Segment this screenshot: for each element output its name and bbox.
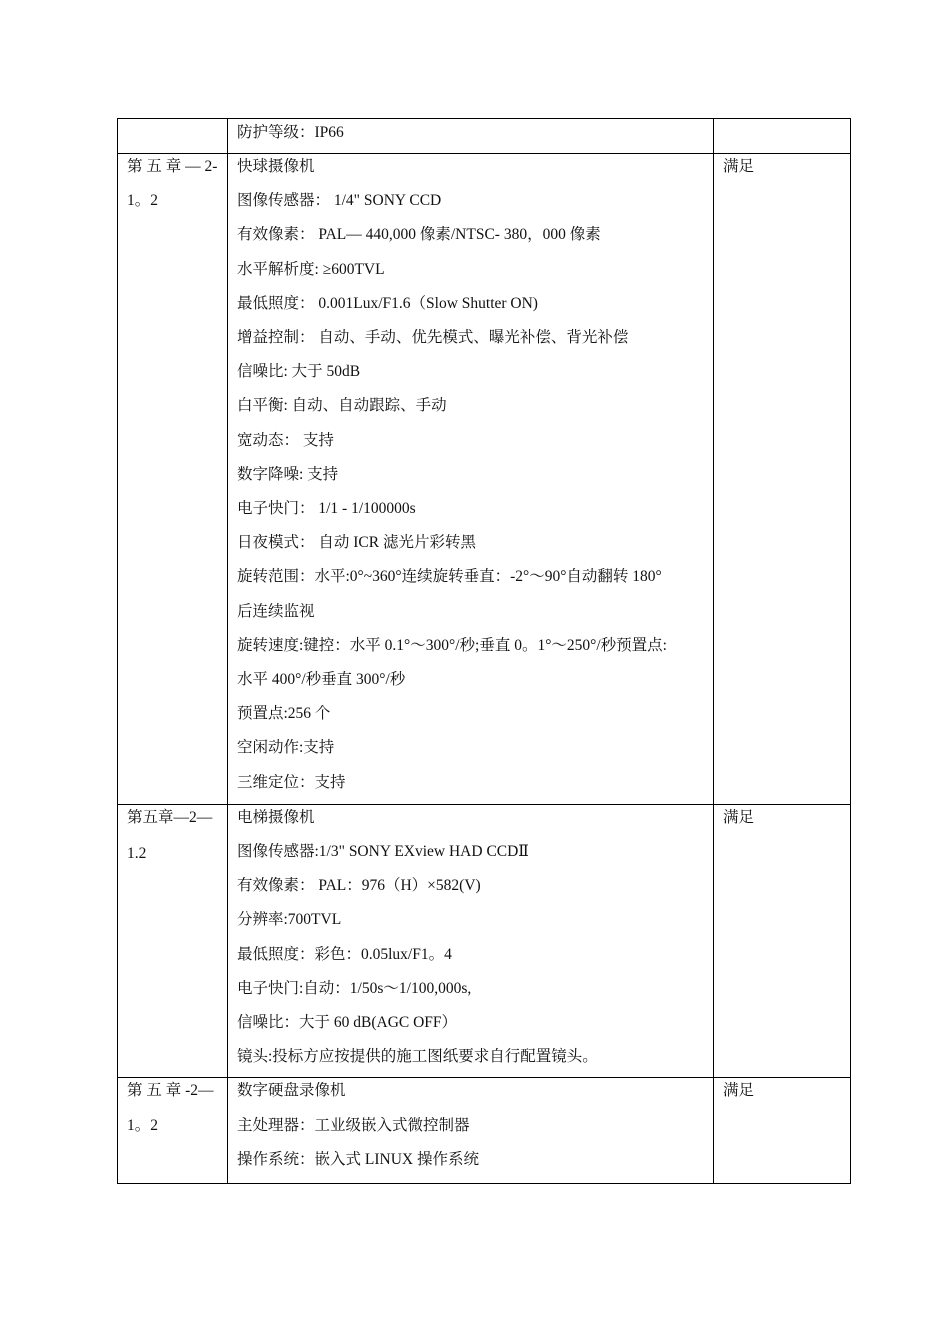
spec-line: 三维定位：支持 xyxy=(237,773,346,791)
spec-line: 主处理器：工业级嵌入式微控制器 xyxy=(237,1116,470,1134)
spec-line: 旋转范围：水平:0°~360°连续旋转垂直：-2°～90°自动翻转 180° xyxy=(237,568,662,586)
chapter-ref-line: 1。2 xyxy=(127,192,159,210)
compliance-status: 满足 xyxy=(723,1082,755,1100)
spec-line: 白平衡: 自动、自动跟踪、手动 xyxy=(237,397,447,415)
spec-line: 日夜模式： 自动 ICR 滤光片彩转黑 xyxy=(237,534,476,552)
spec-line: 信噪比：大于 60 dB(AGC OFF） xyxy=(237,1014,458,1032)
spec-line: 水平解析度: ≥600TVL xyxy=(237,260,385,278)
spec-line: 最低照度： 0.001Lux/F1.6（Slow Shutter ON) xyxy=(237,294,538,312)
chapter-ref-line xyxy=(118,120,227,121)
spec-line: 增益控制： 自动、手动、优先模式、曝光补偿、背光补偿 xyxy=(237,329,629,347)
compliance-status xyxy=(714,119,850,120)
chapter-ref-line: 1.2 xyxy=(127,845,147,863)
table-row xyxy=(118,804,851,1078)
spec-line: 空闲动作:支持 xyxy=(237,739,335,757)
table-row xyxy=(118,154,851,805)
status-cell xyxy=(714,119,851,154)
spec-line: 后连续监视 xyxy=(237,602,315,620)
compliance-status: 满足 xyxy=(723,808,755,826)
chapter-cell xyxy=(118,119,228,154)
compliance-status: 满足 xyxy=(723,158,755,175)
table-row xyxy=(118,119,851,154)
chapter-ref-line: 1。2 xyxy=(127,1116,159,1134)
chapter-ref-line: 第 五 章 — 2- xyxy=(127,158,218,175)
status-cell xyxy=(714,1078,851,1184)
spec-compliance-table xyxy=(117,118,851,1184)
spec-line: 最低照度：彩色：0.05lux/F1。4 xyxy=(237,945,452,963)
spec-item-title: 快球摄像机 xyxy=(237,158,315,175)
spec-line: 宽动态： 支持 xyxy=(237,431,334,449)
chapter-cell xyxy=(118,154,228,805)
spec-line: 电子快门： 1/1 - 1/100000s xyxy=(237,500,416,518)
spec-line: 旋转速度:键控：水平 0.1°～300°/秒;垂直 0。1°～250°/秒预置点: xyxy=(237,636,667,654)
spec-line: 镜头:投标方应按提供的施工图纸要求自行配置镜头。 xyxy=(237,1048,598,1066)
spec-cell xyxy=(228,154,714,805)
status-cell xyxy=(714,804,851,1078)
spec-line: 有效像素： PAL— 440,000 像素/NTSC- 380，000 像素 xyxy=(237,226,601,244)
spec-line: 防护等级：IP66 xyxy=(237,124,344,141)
spec-cell xyxy=(228,804,714,1078)
spec-line: 预置点:256 个 xyxy=(237,705,331,723)
chapter-cell xyxy=(118,1078,228,1184)
chapter-ref-line: 第五章—2— xyxy=(127,808,213,826)
spec-line: 分辨率:700TVL xyxy=(237,911,342,929)
spec-line: 水平 400°/秒垂直 300°/秒 xyxy=(237,671,406,689)
spec-item-title: 数字硬盘录像机 xyxy=(237,1082,346,1100)
spec-cell xyxy=(228,119,714,154)
table-row xyxy=(118,1078,851,1184)
spec-line: 操作系统：嵌入式 LINUX 操作系统 xyxy=(237,1150,479,1168)
spec-line: 数字降噪: 支持 xyxy=(237,465,339,483)
chapter-ref-line: 第 五 章 -2— xyxy=(127,1082,214,1100)
spec-line: 图像传感器： 1/4" SONY CCD xyxy=(237,192,442,210)
chapter-cell xyxy=(118,804,228,1078)
spec-line: 信噪比: 大于 50dB xyxy=(237,363,361,381)
spec-line: 图像传感器:1/3" SONY EXview HAD CCDⅡ xyxy=(237,843,529,861)
status-cell xyxy=(714,154,851,805)
spec-line: 有效像素： PAL：976（H）×582(V) xyxy=(237,877,481,895)
spec-item-title: 电梯摄像机 xyxy=(237,808,315,826)
spec-cell xyxy=(228,1078,714,1184)
spec-line: 电子快门:自动：1/50s～1/100,000s, xyxy=(237,979,472,997)
table-body xyxy=(118,119,851,1184)
